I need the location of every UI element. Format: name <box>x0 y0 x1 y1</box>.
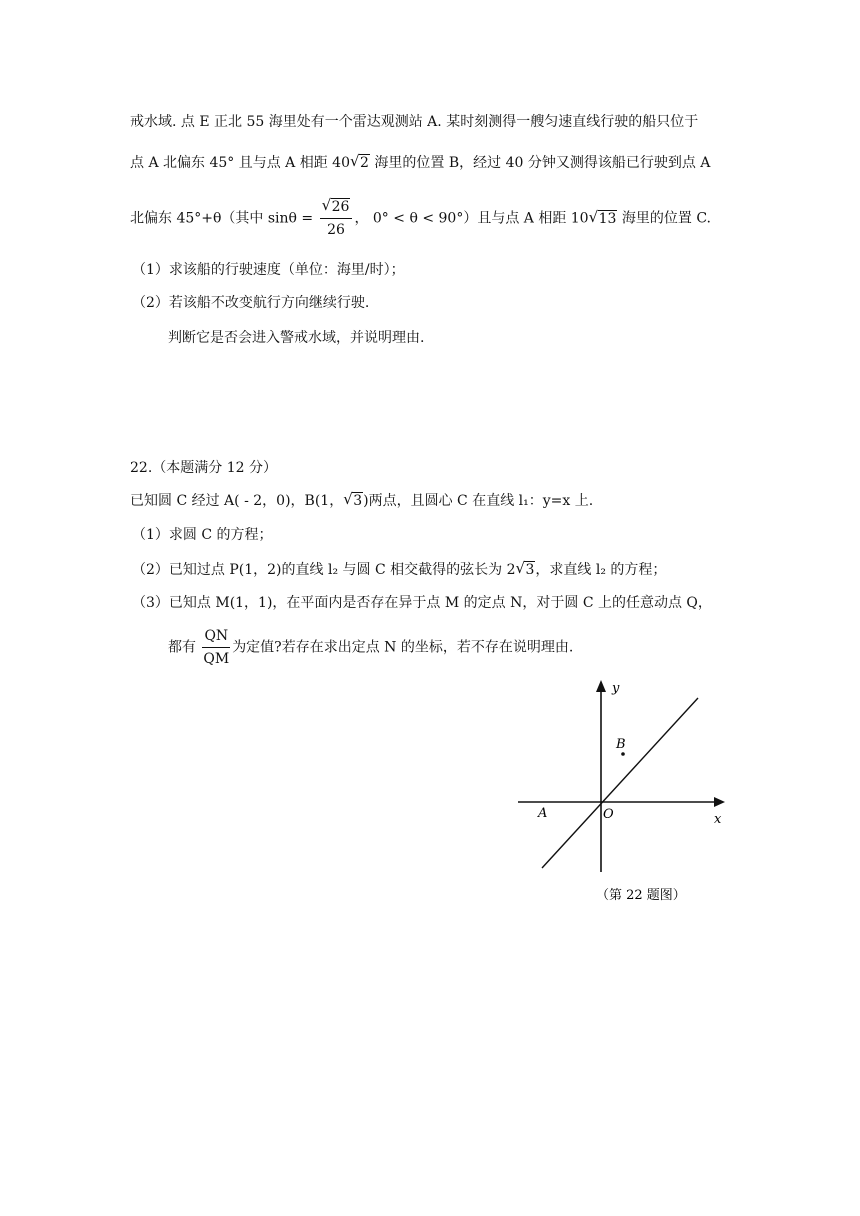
p21-question-1: （1）求该船的行驶速度（单位：海里/时）； <box>132 262 405 278</box>
p22-question-1: （1）求圆 C 的方程； <box>132 527 273 543</box>
p21-line2-text-b: 海里的位置 B，经过 40 分钟又测得该船已行驶到点 A <box>369 155 711 171</box>
p22-q3b-text-a: 都有 <box>168 639 196 656</box>
p21-line2 <box>130 153 710 173</box>
sqrt-13: √ 13 <box>589 209 618 229</box>
fraction-numerator-qn: QN <box>202 625 230 648</box>
sin-theta-fraction <box>320 196 353 241</box>
sqrt-3-stem: √ 3 <box>343 491 363 511</box>
p22-q2-text-b: ，求直线 l₂ 的方程； <box>535 562 667 578</box>
label-B: B <box>616 737 626 752</box>
p21-question-2: （2）若该船不改变航行方向继续行驶. <box>132 295 370 311</box>
x-axis-arrow <box>714 797 725 807</box>
y-axis-arrow <box>596 680 606 692</box>
point-B <box>621 752 625 756</box>
p21-line3-text-b: ， 0° < θ < 90°）且与点 A 相距 10 <box>354 210 589 227</box>
fraction-denominator: 26 <box>327 222 345 238</box>
qn-qm-fraction <box>202 625 230 670</box>
label-y: y <box>612 681 620 696</box>
p21-question-2-detail: 判断它是否会进入警戒水域，并说明理由. <box>168 330 425 346</box>
coordinate-figure <box>500 670 760 910</box>
fraction-numerator: 26 <box>331 199 350 215</box>
p22-q2-text-a: （2）已知过点 P(1，2)的直线 l₂ 与圆 C 相交截得的弦长为 2 <box>132 562 516 578</box>
fraction-denominator-qm: QM <box>203 651 230 667</box>
p22-stem-text-b: )两点，且圆心 C 在直线 l₁：y=x 上. <box>363 493 594 509</box>
p21-line1: 戒水域. 点 E 正北 55 海里处有一个雷达观测站 A. 某时刻测得一艘匀速直线行驶的船只位于 <box>130 114 699 130</box>
p22-question-2 <box>132 560 666 580</box>
p21-line2-text-a: 点 A 北偏东 45° 且与点 A 相距 40 <box>130 155 351 171</box>
label-A: A <box>538 806 548 821</box>
p22-header: 22.（本题满分 12 分） <box>130 460 277 476</box>
figure-caption: （第 22 题图） <box>596 888 686 903</box>
label-O: O <box>603 807 614 822</box>
p22-q3b-text-b: 为定值?若存在求出定点 N 的坐标，若不存在说明理由. <box>232 639 574 656</box>
label-x: x <box>714 812 722 827</box>
p21-line3-text-c: 海里的位置 C. <box>617 210 711 227</box>
p21-line3-text-a: 北偏东 45°+θ（其中 sinθ = <box>130 210 314 227</box>
sqrt-3-chord: √ 3 <box>515 560 535 580</box>
sqrt-2: √ 2 <box>350 153 370 173</box>
p22-stem-text-a: 已知圆 C 经过 A( - 2，0)，B(1， <box>130 493 344 509</box>
p21-line3 <box>130 196 711 241</box>
p22-question-3: （3）已知点 M(1，1)，在平面内是否存在异于点 M 的定点 N，对于圆 C 上的任意动点 Q， <box>132 595 712 611</box>
line-l1 <box>542 698 698 868</box>
p22-stem <box>130 491 593 511</box>
p22-question-3-cont <box>168 625 573 670</box>
